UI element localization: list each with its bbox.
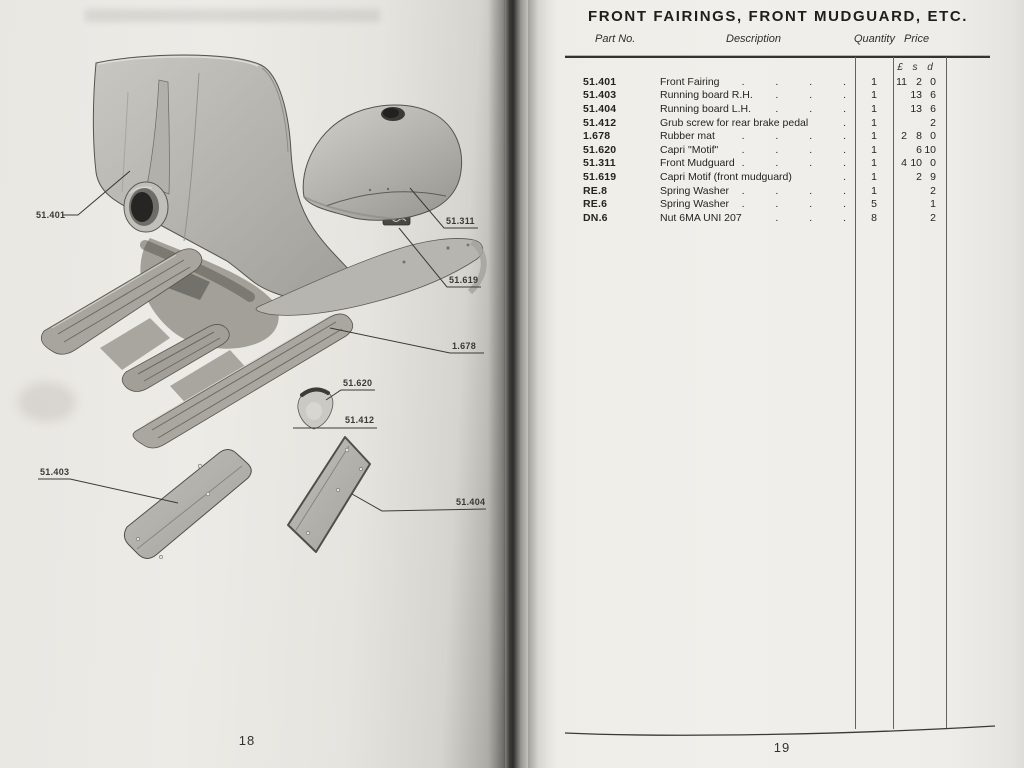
price-pence-cell: 1 bbox=[930, 198, 936, 211]
quantity-cell: 1 bbox=[871, 89, 877, 102]
dot-leaders: . . . . bbox=[741, 130, 846, 143]
dot-leaders: . . . . bbox=[741, 75, 846, 88]
part-number-cell: 51.619 bbox=[583, 170, 617, 183]
quantity-cell: 5 bbox=[871, 198, 877, 211]
part-number-cell: RE.6 bbox=[583, 198, 608, 211]
dot-leaders: . . . . bbox=[741, 184, 846, 197]
column-header-quantity: Quantity bbox=[854, 33, 895, 45]
price-pence-cell: 2 bbox=[930, 211, 936, 224]
price-pounds-cell: 4 bbox=[901, 157, 907, 170]
price-pence-cell: 2 bbox=[930, 116, 936, 129]
table-row bbox=[528, 116, 947, 130]
price-shillings-cell: 13 bbox=[910, 102, 922, 115]
headlight-hole bbox=[131, 192, 153, 222]
table-bottom-rule bbox=[558, 718, 1003, 742]
price-pence-cell: 10 bbox=[924, 143, 936, 156]
board-hole bbox=[306, 531, 309, 534]
description-text: Nut 6MA UNI 207 bbox=[660, 211, 742, 224]
quantity-cell: 1 bbox=[871, 130, 877, 143]
board-hole bbox=[359, 467, 362, 470]
quantity-cell: 1 bbox=[871, 102, 877, 115]
price-pence-cell: 6 bbox=[930, 89, 936, 102]
callout-board-rh: 51.403 bbox=[40, 467, 70, 477]
description-text: Spring Washer bbox=[660, 184, 730, 197]
table-row bbox=[528, 211, 947, 225]
quantity-cell: 1 bbox=[871, 170, 877, 183]
currency-pence-header: d bbox=[927, 62, 933, 73]
description-text: Running board L.H. bbox=[660, 102, 752, 115]
price-pence-cell: 0 bbox=[930, 157, 936, 170]
price-shillings-cell: 8 bbox=[916, 130, 922, 143]
running-board-rh-illustration bbox=[124, 450, 251, 559]
table-top-rule bbox=[565, 55, 990, 58]
book-gutter bbox=[488, 0, 548, 768]
part-number-cell: 51.404 bbox=[583, 102, 617, 115]
part-number-cell: 51.401 bbox=[583, 75, 617, 88]
price-pence-cell: 0 bbox=[930, 130, 936, 143]
price-shillings-cell: 6 bbox=[916, 143, 922, 156]
description-text: Rubber mat bbox=[660, 130, 715, 143]
mudguard-dot bbox=[369, 189, 371, 191]
mudguard-dome bbox=[303, 105, 461, 220]
part-number-cell: 1.678 bbox=[583, 130, 611, 143]
description-cell bbox=[660, 157, 855, 169]
leader-51-620 bbox=[326, 390, 375, 400]
board-rh bbox=[124, 450, 251, 559]
table-row bbox=[528, 157, 947, 171]
dot-leaders: . bbox=[843, 116, 846, 129]
board-hole bbox=[345, 448, 349, 452]
right-page-number: 19 bbox=[773, 740, 791, 755]
description-cell bbox=[660, 89, 855, 101]
table-row bbox=[528, 184, 947, 198]
running-board-lh-illustration bbox=[288, 437, 370, 552]
rail-hole bbox=[446, 246, 449, 249]
board-hole bbox=[136, 537, 139, 540]
dot-leaders: . . . bbox=[775, 102, 846, 115]
price-shillings-cell: 13 bbox=[910, 89, 922, 102]
quantity-cell: 1 bbox=[871, 157, 877, 170]
quantity-cell: 1 bbox=[871, 75, 877, 88]
page-title: FRONT FAIRINGS, FRONT MUDGUARD, ETC. bbox=[587, 8, 969, 25]
callout-rubber-mat: 1.678 bbox=[452, 341, 477, 351]
price-pounds-cell: 11 bbox=[896, 75, 907, 88]
column-header-part: Part No. bbox=[595, 33, 636, 45]
table-row bbox=[528, 75, 947, 89]
description-text: Grub screw for rear brake pedal bbox=[660, 116, 809, 129]
parts-table bbox=[528, 75, 947, 225]
description-text: Running board R.H. bbox=[660, 89, 753, 102]
dot-leaders: . . . bbox=[775, 211, 846, 224]
price-shillings-cell: 10 bbox=[910, 157, 922, 170]
part-number-cell: RE.8 bbox=[583, 184, 608, 197]
quantity-cell: 1 bbox=[871, 184, 877, 197]
dot-leaders: . . . . bbox=[741, 198, 846, 211]
board-hole bbox=[198, 464, 202, 468]
dot-leaders: . . . bbox=[775, 89, 846, 102]
price-pence-cell: 0 bbox=[930, 75, 936, 88]
description-cell bbox=[660, 130, 855, 142]
board-hole bbox=[206, 492, 210, 496]
capri-motif-illustration bbox=[298, 388, 333, 429]
callout-fairing: 51.401 bbox=[36, 210, 66, 220]
left-page bbox=[0, 0, 505, 768]
part-number-cell: DN.6 bbox=[583, 211, 608, 224]
table-row bbox=[528, 89, 947, 103]
column-header-description: Description bbox=[726, 33, 782, 45]
dot-leaders: . . . . bbox=[741, 143, 846, 156]
part-number-cell: 51.620 bbox=[583, 143, 617, 156]
description-cell bbox=[660, 171, 855, 183]
exploded-parts-diagram bbox=[0, 0, 505, 768]
description-cell bbox=[660, 144, 855, 156]
front-mudguard-illustration bbox=[303, 105, 461, 220]
callout-grub-screw: 51.412 bbox=[345, 415, 375, 425]
description-text: Capri Motif (front mudguard) bbox=[660, 170, 792, 183]
description-cell bbox=[660, 185, 855, 197]
description-text: Front Fairing bbox=[660, 75, 720, 88]
part-number-cell: 51.412 bbox=[583, 116, 617, 129]
motif-highlight bbox=[306, 402, 322, 420]
dot-leaders: . bbox=[843, 170, 846, 183]
right-page bbox=[528, 0, 1024, 768]
board-hole bbox=[159, 555, 162, 558]
board-hole bbox=[336, 488, 339, 491]
description-cell bbox=[660, 198, 855, 210]
callout-mudguard: 51.311 bbox=[446, 216, 475, 226]
price-shillings-cell: 2 bbox=[916, 170, 922, 183]
column-header-price: Price bbox=[904, 33, 930, 45]
table-row bbox=[528, 170, 947, 184]
description-cell bbox=[660, 212, 855, 224]
description-cell bbox=[660, 76, 855, 88]
table-row bbox=[528, 129, 947, 143]
description-text: Capri "Motif" bbox=[660, 143, 719, 156]
price-pence-cell: 9 bbox=[930, 170, 936, 183]
currency-shillings-header: s bbox=[912, 62, 918, 73]
callout-motif: 51.620 bbox=[343, 378, 373, 388]
mudguard-hole bbox=[383, 108, 399, 118]
price-pence-cell: 2 bbox=[930, 184, 936, 197]
rail-hole bbox=[403, 261, 406, 264]
table-row bbox=[528, 197, 947, 211]
price-shillings-cell: 2 bbox=[916, 75, 922, 88]
description-cell bbox=[660, 117, 855, 129]
description-text: Spring Washer bbox=[660, 198, 730, 211]
description-text: Front Mudguard bbox=[660, 157, 735, 170]
board-lh bbox=[288, 437, 370, 552]
quantity-cell: 1 bbox=[871, 143, 877, 156]
quantity-cell: 8 bbox=[871, 211, 877, 224]
price-pounds-cell: 2 bbox=[901, 130, 907, 143]
leader-51-403 bbox=[38, 479, 178, 503]
part-number-cell: 51.403 bbox=[583, 89, 617, 102]
left-page-number: 18 bbox=[238, 733, 256, 748]
mudguard-dot bbox=[387, 188, 389, 190]
table-row bbox=[528, 102, 947, 116]
dot-leaders: . . . . bbox=[741, 157, 846, 170]
rail-hole bbox=[467, 244, 470, 247]
part-number-cell: 51.311 bbox=[583, 157, 616, 170]
price-pence-cell: 6 bbox=[930, 102, 936, 115]
quantity-cell: 1 bbox=[871, 116, 877, 129]
callout-board-lh: 51.404 bbox=[456, 497, 486, 507]
table-row bbox=[528, 143, 947, 157]
description-cell bbox=[660, 103, 855, 115]
currency-pounds-header: £ bbox=[897, 62, 903, 73]
callout-motif-mudguard: 51.619 bbox=[449, 275, 479, 285]
